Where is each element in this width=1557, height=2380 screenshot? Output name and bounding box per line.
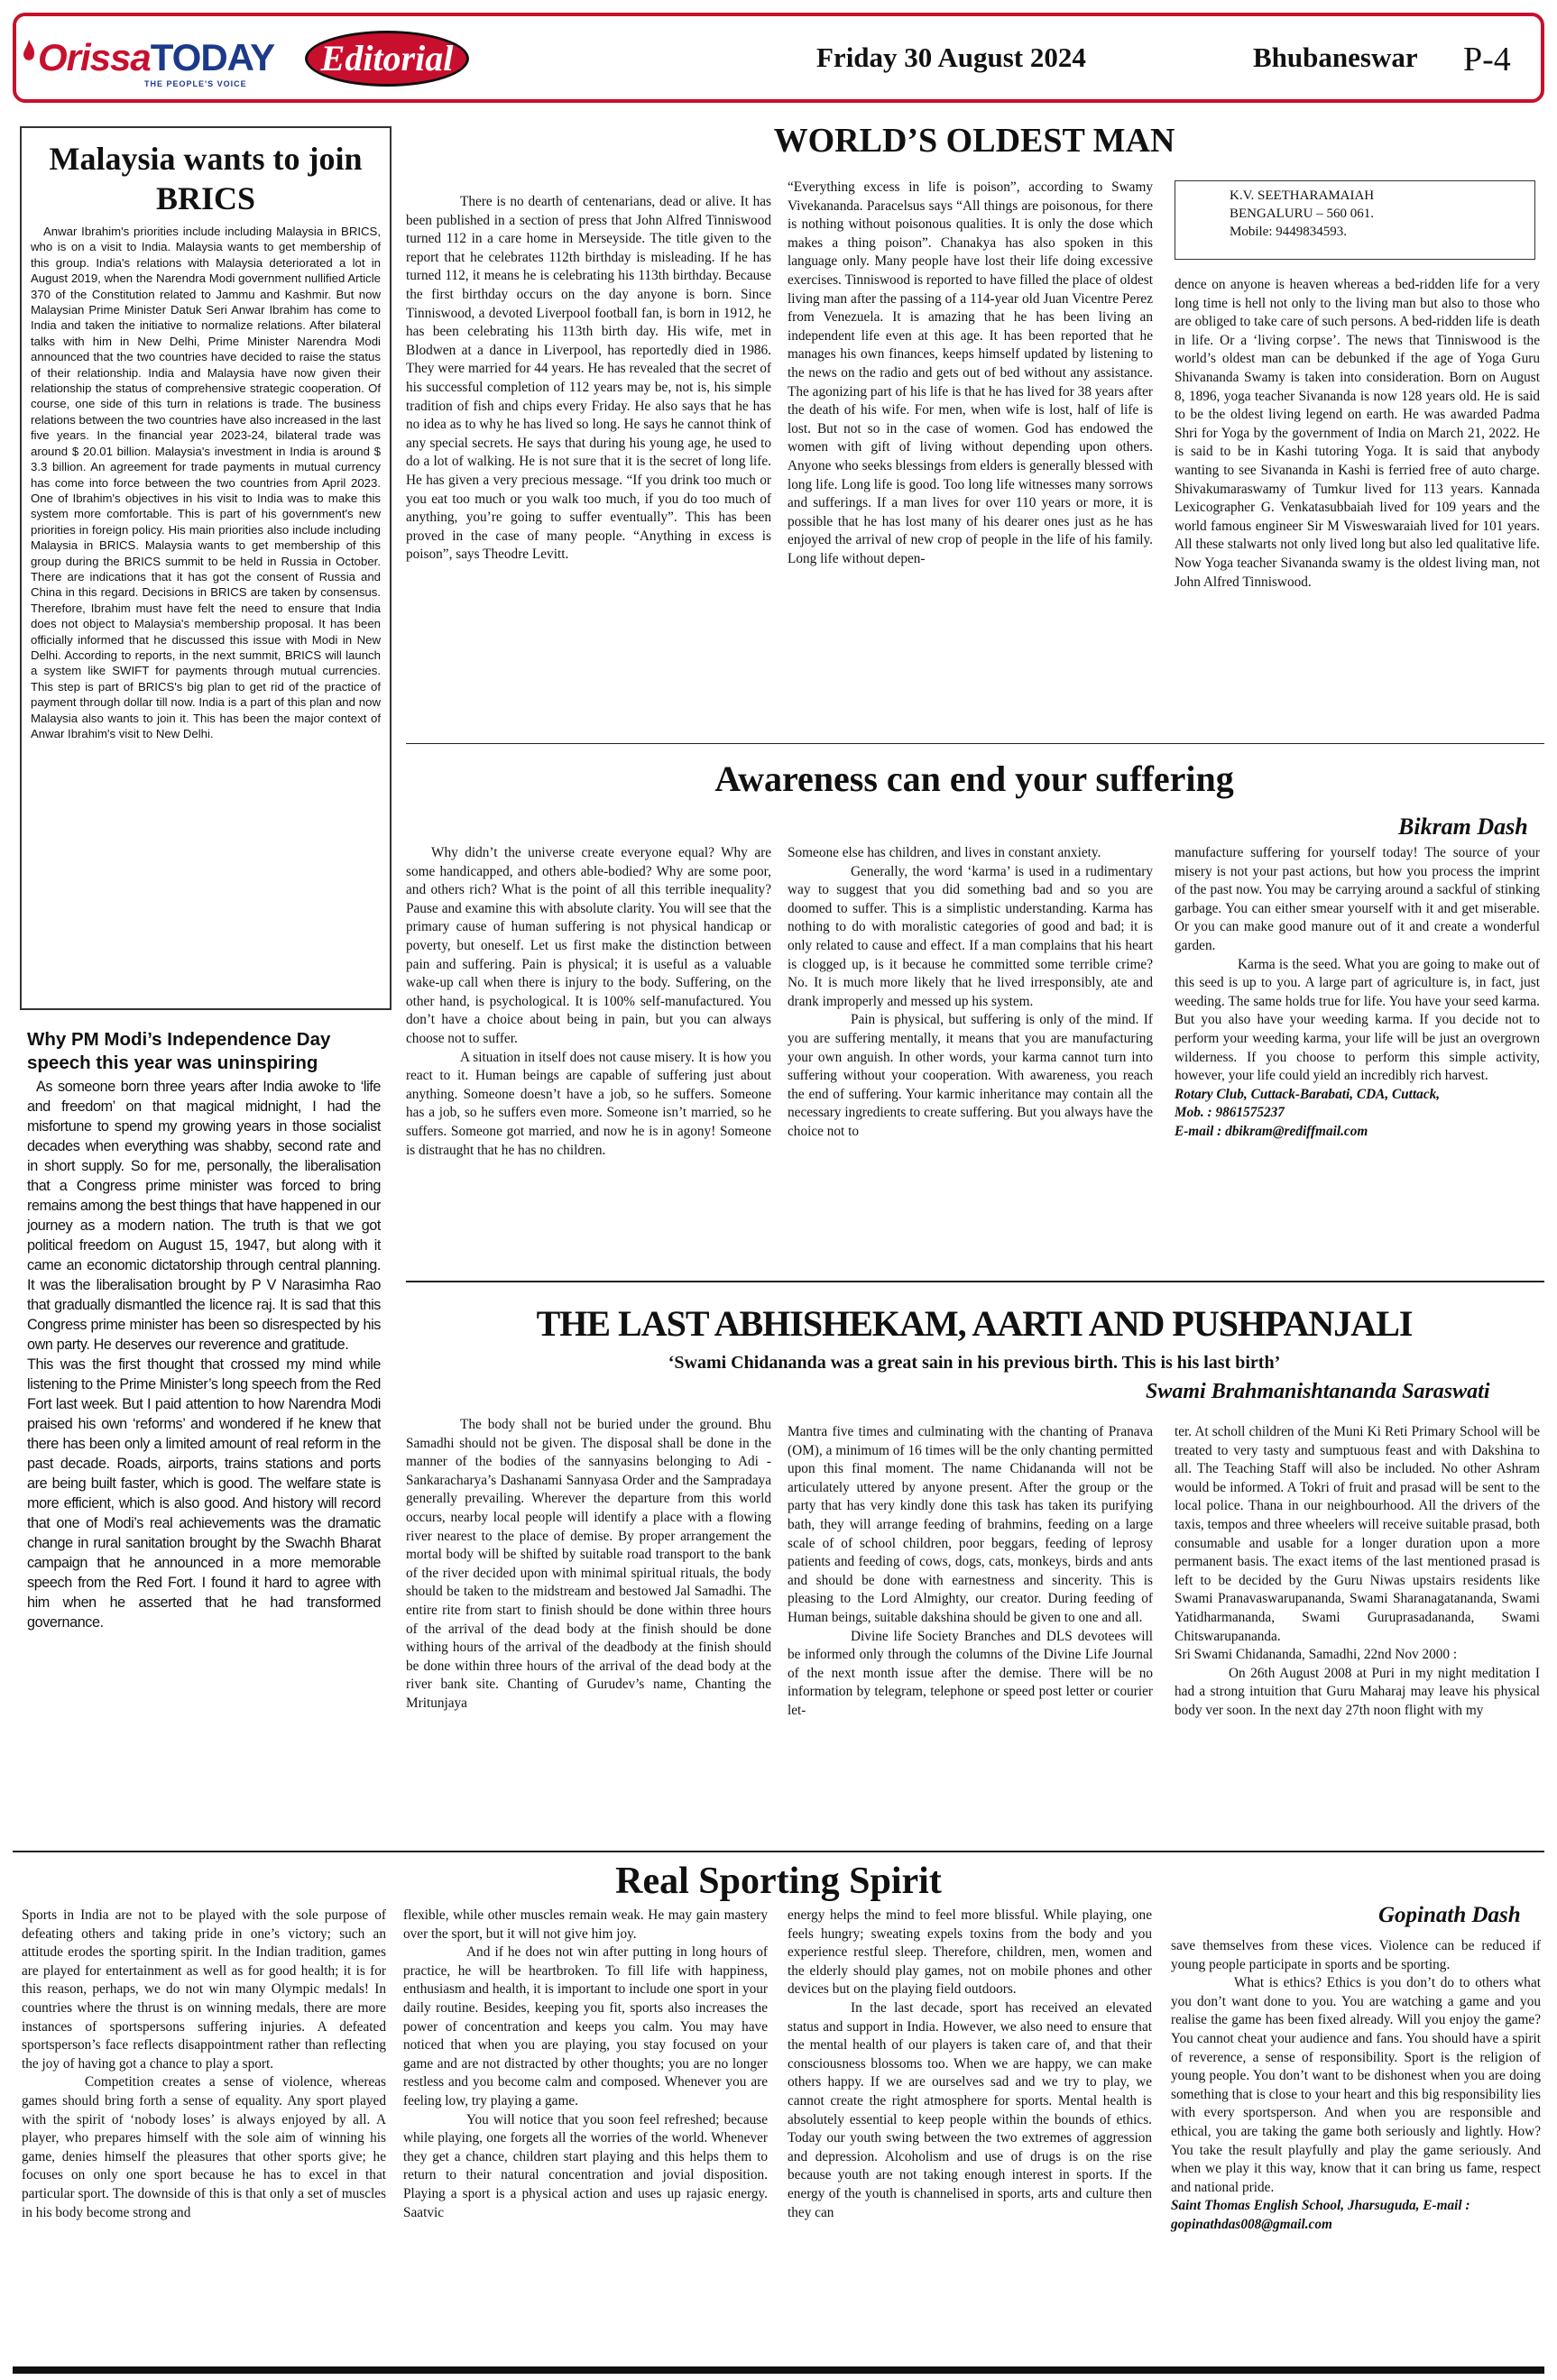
flame-logo-icon — [22, 40, 36, 63]
divider — [13, 1851, 1544, 1852]
awareness-col-1 — [406, 844, 771, 1160]
modi-title-line2: speech this year was uninspiring — [27, 1052, 318, 1073]
sporting-col-1 — [22, 1907, 386, 2222]
awareness-col1-p1: Why didn’t the universe create everyone equal? Why are some handicapped, and others able-bodied? Why are some poor, and others rich? What is the point of all this terrible inequality? Pause and examine this with absolute clarity. You will see that the primary cause of human suffering is not physical handicap or poverty, but oneself. Let us first make the distinction between pain and suffering. Pain is physical; it is useful as a valuable wake-up call when there is injury to the body. Suffering, on the other hand, is psychological. It is 100% self-manufactured. You don’t have a choice about being in pain, but you can always choose not to suffer. — [406, 845, 771, 1046]
divider — [406, 1281, 1544, 1282]
sporting-sig-2: gopinathdas008@gmail.com — [1171, 2216, 1332, 2232]
abhishekam-col-2 — [788, 1423, 1153, 1721]
abhishekam-col-1: The body shall not be buried under the ground. Bhu Samadhi should not be given. The disposal shall be done in the manner of the bodies of the sannyasins belonging to Adi - Sankaracharya’s Dashanami Sannyasa Order and the Sampradaya generally prevailing. Wherever the departure from this world occurs, nearby local people will identify a place with a flowing river nearest to the place of demise. By proper arrangement the mortal body will be shifted by suitable road transport to the bank of the river decided upon with minimal spiritual rituals, the body should be taken to the midstream and bestowed Jal Samadhi. The entire rite from start to finish should be done within three hours of the arrival of the dead body at the finish should be done withing hours of the arrival of the deadbody at the finish should be done within three hours of the arrival of the dead body at the river bank site. Chanting of Gurudev’s name, Chanting the Mritunjaya — [406, 1417, 771, 1711]
sporting-col4-p1: save themselves from these vices. Violence can be reduced if young people participate in sports and be sporting. — [1171, 1938, 1541, 1972]
malaysia-title-line2: BRICS — [155, 180, 256, 216]
abhishekam-title: THE LAST ABHISHEKAM, AARTI AND PUSHPANJALI — [536, 1303, 1413, 1344]
oldest-author-city: BENGALURU – 560 061. — [1230, 207, 1374, 221]
awareness-byline: Bikram Dash — [1398, 813, 1528, 840]
abhishekam-col3-p2: Sri Swami Chidananda, Samadhi, 22nd Nov 2000 : — [1175, 1647, 1458, 1663]
modi-article — [27, 1028, 381, 1632]
sporting-col2-p3: You will notice that you soon feel refreshed; because while playing, one forgets all the worries of the world. Whenever they get a chance, children start playing and this helps them to return to their natural concentration and jovial disposition. Playing a sport is a physical action and uses up rajasic energy. Saatvic — [403, 2111, 768, 2220]
awareness-col-3 — [1175, 844, 1540, 1142]
sporting-col2-p1: flexible, while other muscles remain weak. He may gain mastery over the sport, but it will not give him joy. — [403, 1907, 768, 1942]
issue-city: Bhubaneswar — [1253, 41, 1418, 73]
sporting-title: Real Sporting Spirit — [615, 1861, 942, 1902]
divider — [406, 743, 1544, 744]
sporting-col3-p2: In the last decade, sport has received an elevated status and support in India. However, we also need to ensure that the mental health of our players is taken care of, and that their consciousness blossoms too. When we are happy, we can make others happy. If we are ourselves sad and we try to play, we cannot create the right atmosphere for sports. Mental health is absolutely essential to keep people within the bounds of ethics. Today our youth swing between the two extremes of aggression and depression. Alcoholism and use of drugs is on the rise because youth are not taking enough interest in sports. If the energy of the youth is channelised in sports, arts and culture then they can — [788, 1999, 1152, 2220]
logo — [38, 36, 274, 79]
awareness-col2-p3: Pain is physical, but suffering is only of the mind. If you are suffering mentally, it means that you are manufacturing your own anguish. In other words, your karma cannot turn into suffering without your cooperation. With awareness, you reach the end of suffering. Your karmic inheritance may contain all the necessary ingredients to create suffering. But you always have the choice not to — [788, 1012, 1153, 1139]
oldest-col-2: “Everything excess in life is poison”, according to Swamy Vivekananda. Paracelsus says “All things are poisonous, for there is nothing without poisonous qualities. It is only the dose which makes a thing poison”. Chanakya has also spoken in this language only. Many people have lost their life doing excessive exercises. Tinniswood is reported to have filled the place of oldest living man after the passing of a 114-year old Juan Vicentre Perez from Venezuela. It is amazing that he has been living an independent life even at this age. It has been reported that he manages his own finances, keeps himself updated by listening to the news on the radio and gets out of bed without any assistance. The agonizing part of his life is that he has lived for 38 years after the death of his wife. For men, when wife is lost, half of life is lost. But not so in the case of women. God has endowed the women with gift of living without depending upon others. Anyone who seeks blessings from elders is generally blessed with long life. Long life is good. Too long life witnesses many sorrows and sufferings. If a man lives for over 110 years or more, it is possible that he has lost many of his dearer ones just as he has enjoyed the arrival of new crop of people in the life of his family. Long life without depen- — [788, 179, 1153, 566]
sporting-col1-p2: Competition creates a sense of violence, whereas games should bring forth a sense of equality. Any sport played with the spirit of ‘nobody loses’ is always enjoyed by all. A player, who prepares himself with the sole aim of winning his game, denies himself the pleasures that other sports give; he focuses on only one sport because he has to excel in that particular sport. The downside of this is that only a set of muscles in his body become strong and — [22, 2074, 386, 2220]
issue-date: Friday 30 August 2024 — [816, 41, 1086, 73]
logo-orissa: Orissa — [38, 36, 151, 78]
awareness-title: Awareness can end your suffering — [714, 758, 1234, 799]
oldest-col-3: dence on anyone is heaven whereas a bed-ridden life for a very long time is hell not only to the living man but also to those who are obliged to take care of such persons. A bed-ridden life is death in life. Or a ‘living corpse’. The news that Tinniswood is the world’s oldest man can be debunked if the age of Yoga Guru Shivananda Swamy is taken into consideration. Born on August 8, 1896, yoga teacher Sivananda is now 128 years old. He is said to be the oldest living legend on earth. He was awarded Padma Shri for Yoga by the government of India on March 21, 2022. He is said to be in Kashi tutoring Yoga. It is said that anybody wanting to see Sivananda in Kashi is ferried free of auto charge. Shivakumaraswamy of Tumkur lived for 113 years. Kannada Lexicographer G. Venkatasubbaiah lived for 109 years and the world famous engineer Sir M Visweswaraiah lived for 101 years. All these stalwarts not only lived long but also led qualitative life. Now Yoga teacher Sivananda swamy is the oldest living man, not John Alfred Tinniswood. — [1175, 277, 1540, 590]
awareness-col2-p1: Someone else has children, and lives in constant anxiety. — [788, 845, 1101, 860]
logo-tagline: THE PEOPLE'S VOICE — [144, 79, 247, 88]
malaysia-title-line1: Malaysia wants to join — [49, 141, 363, 177]
abhishekam-col3-p1: ter. At scholl children of the Muni Ki Reti Primary School will be treated to very tasty and sumptuous feast and with Dakshina to all. The Teaching Staff will also be included. No other Ashram would be informed. A Tokri of fruit and prasad will be sent to the local police. Thana in our neighbourhood. All the drivers of the taxis, tempos and three wheelers will receive suitable prasad, both consumable and usable for a longer duration upon a more permanent basis. The exact items of the last mentioned prasad is left to be decided by the Guru Niwas upstairs residents like Swami Pranavaswarupananda, Swami Sharanagatananda, Swami Yatidharmananda, Swami Guruprasadananda, Swami Chitswarupananda. — [1175, 1424, 1540, 1644]
bottom-bar — [13, 2366, 1544, 2374]
sporting-col-4 — [1171, 1937, 1541, 2235]
sporting-col1-p1: Sports in India are not to be played with the sole purpose of defeating others and taking pride in one’s victory; such an attitude erodes the sporting spirit. In the Indian tradition, games are played for entertainment as well as for good health; it is for this reason, perhaps, we do not win many Olympic medals! In countries where the thrust is on winning medals, there are more instances of sportspersons suffering injuries. A defeated sportsperson’s face reflects disappointment rather than reflecting the joy of having got a chance to play a sport. — [22, 1907, 386, 2072]
sporting-sig-1: Saint Thomas English School, Jharsuguda, E-mail : — [1171, 2198, 1470, 2214]
oldest-author-box — [1175, 180, 1535, 260]
sporting-col-3 — [788, 1907, 1152, 2222]
sporting-col2-p2: And if he does not win after putting in long hours of practice, he will be heartbroken. To fill life with happiness, enthusiasm and health, it is important to include one sport in your daily routine. Besides, keeping you fit, sports also increases the power of concentration and keeps you calm. You may have noticed that when you are playing, you stay focused on your game and are not distracted by other thoughts; you are no longer restless and you become calm and composed. Whenever you are feeling low, try playing a game. — [403, 1944, 768, 2109]
sporting-col-2 — [403, 1907, 768, 2222]
page-number: P-4 — [1463, 41, 1511, 78]
awareness-col1-p2: A situation in itself does not cause misery. It is how you react to it. Human beings are capable of suffering just about anything. Someone doesn’t have a job, so he suffers. Someone has a job, so he suffers even more. Someone isn’t married, so he suffers. Someone got married, and now he is in agony! Someone is distraught that he has no children. — [406, 1049, 771, 1158]
awareness-sig-2: Mob. : 9861575237 — [1175, 1105, 1285, 1121]
abhishekam-col-3 — [1175, 1423, 1540, 1721]
awareness-col-2 — [788, 844, 1153, 1142]
awareness-sig-1: Rotary Club, Cuttack-Barabati, CDA, Cuttack, — [1175, 1086, 1441, 1102]
sporting-col3-p1: energy helps the mind to feel more blissful. While playing, one feels hungry; sweating expels toxins from the body and you experience restful sleep. Therefore, children, men, women and the elderly should play games, not on mobile phones and other devices but on the playing field outdoors. — [788, 1907, 1152, 1998]
abhishekam-col2-p1: Mantra five times and culminating with the chanting of Pranava (OM), a minimum of 16 times will be the only chanting permitted upon this final moment. The name Chidananda will not be articulately uttered by anyone present. After the group or the party that has very kindly done this task has taken its purifying bath, they will arrange feeding of brahmins, feeding on a large scale of of school children, poor beggars, feeding of leprosy patients and feeding of cows, dogs, cats, monkeys, birds and ants and should be done with earnestness and sincerity. This is pleasing to the Lord Almighty, our creator. During feeding of Human beings, suitable dakshina should be given to one and all. — [788, 1424, 1153, 1625]
abhishekam-col2-p2: Divine life Society Branches and DLS devotees will be informed only through the columns of the Divine Life Journal of the next month issue after the demise. There will be no information by telegram, telephone or speed post letter or courier let- — [788, 1628, 1153, 1718]
oldest-title: WORLD’S OLDEST MAN — [773, 122, 1175, 160]
oldest-author-mobile: Mobile: 9449834593. — [1230, 225, 1347, 239]
logo-today: TODAY — [150, 36, 275, 78]
awareness-sig-3: E-mail : dbikram@rediffmail.com — [1175, 1123, 1368, 1139]
awareness-col2-p2: Generally, the word ‘karma’ is used in a rudimentary way to suggest that you did something bad and so you are doomed to suffer. This is a simplistic understanding. Karma has nothing to do with moralistic categories of good and bad; it is only related to cause and effect. If a man complains that his heart is clogged up, is it because he committed some terrible crime? No. It is much more likely that he lived irresponsibly, ate and drank improperly and messed up his system. — [788, 863, 1153, 1009]
modi-title-line1: Why PM Modi’s Independence Day — [27, 1029, 331, 1050]
modi-para-2: This was the first thought that crossed my mind while listening to the Prime Minister’s long speech from the Red Fort last week. But I paid attention to how Narendra Modi praised his own ‘reforms’ and wondered if he knew that there has been only a limited amount of real reform in the past decade. Roads, airports, trains stations and ports are being built faster, which is good. The welfare state is more efficient, which is also good. And history will record that one of Modi’s real achievements was the dramatic change in rural sanitation brought by the Swachh Bharat campaign that he announced in a more memorable speech from the Red Fort. I found it hard to agree with him when he asserted that he had transformed governance. — [27, 1356, 381, 1631]
malaysia-body: Anwar Ibrahim's priorities include including Malaysia in BRICS, who is on a visit to India. Malaysia wants to get membership of this group. India's relations with Malaysia deteriorated a lot in August 2019, when the Narendra Modi government nullified Article 370 of the Constitution related to Jammu and Kashmir. But now Malaysian Prime Minister Datuk Seri Anwar Ibrahim has come to India and taken the initiative to normalize relations. After bilateral talks with him in New Delhi, Prime Minister Narendra Modi announced that the two countries have decided to raise the status of their relationship. India and Malaysia have now given their relationship the status of comprehensive strategic cooperation. Of course, one side of this turn in relations is trade. The business relations between the two countries have also increased in the last five years. In the financial year 2023-24, bilateral trade was around $ 20.01 billion. Malaysia's investment in India is around $ 3.3 billion. An agreement for trade payments in mutual currency has come into force between the two countries from April 2023. One of Ibrahim's objectives in his visit to India was to make this system more comfortable. This is part of his government's new priorities in foreign policy. His main priorities also include including Malaysia in BRICS. Malaysia wants to get membership of this group during the BRICS summit to be held in Russia in October. There are indications that it has got the consent of Russia and China in this regard. Decisions in BRICS are taken by consensus. Therefore, Ibrahim must have felt the need to ensure that India does not object to Malaysia's membership proposal. It has been officially informed that he discussed this issue with Modi in New Delhi. According to reports, in the next summit, BRICS will launch a system like SWIFT for payments through mutual currencies. This step is part of BRICS's big plan to get rid of the practice of payment through dollar till now. India is a part of this plan and now Malaysia also wants to join it. This has been the major context of Anwar Ibrahim's visit to New Delhi. — [31, 225, 381, 740]
modi-para-1: As someone born three years after India awoke to ‘life and freedom’ on that magical midnight, I had the misfortune to spend my growing years in those socialist decades when everything was shabby, second rate and in short supply. So for me, personally, the liberalisation that a Congress prime minister was forced to bring remains among the best things that have happened in our journey as a modern nation. The truth is that we got political freedom on August 15, 1947, but along with it came an economic dictatorship through central planning. It was the liberalisation brought by P V Narasimha Rao that gradually dismantled the licence raj. It is sad that this Congress prime minister has been so disrespected by his own party. He deserves our reverence and gratitude. — [27, 1079, 381, 1353]
abhishekam-byline: Swami Brahmanishtananda Saraswati — [1146, 1380, 1490, 1403]
malaysia-article — [20, 126, 392, 1010]
abhishekam-subtitle: ‘Swami Chidananda was a great sain in his previous birth. This is his last birth’ — [668, 1353, 1281, 1373]
abhishekam-col3-p3: On 26th August 2008 at Puri in my night meditation I had a strong intuition that Guru Maharaj may leave his physical body ver soon. In the next day 27th noon flight with my — [1175, 1665, 1540, 1718]
awareness-col3-p1: manufacture suffering for yourself today! The source of your misery is not your past actions, but how you process the imprint of the past now. You may be carrying around a sackful of stinking garbage. You can either smear yourself with it and get miserable. Or you can make good manure out of it and create a wonderful garden. — [1175, 845, 1540, 953]
oldest-author-name: K.V. SEETHARAMAIAH — [1230, 188, 1375, 203]
awareness-col3-p2: Karma is the seed. What you are going to make out of this seed is up to you. A large part of agriculture is, in fact, just weeding. The same holds true for life. You have your seed karma. But you also have your weeding karma. If you decide not to perform your weeding karma, your life will be just an overgrown wilderness. If you choose to perform this simple activity, however, your life could yield an incredibly rich harvest. — [1175, 956, 1540, 1084]
sporting-byline: Gopinath Dash — [1378, 1903, 1521, 1927]
section-badge: Editorial — [305, 31, 469, 87]
oldest-col-1: There is no dearth of centenarians, dead or alive. It has been published in a section of press that John Alfred Tinniswood turned 112 in a care home in Merseyside. The title given to the report that he celebrates 112th birthday is misleading. If he has turned 112, it means he is celebrating his 113th birthday. Because the first birthday occurs on the day anyone is born. Since Tinniswood, a devoted Liverpool football fan, is born in 1912, he has been celebrating his 113th birth day. His wife, met in Blodwen at a dance in Liverpool, has reportedly died in 1986. They were married for 44 years. He has revealed that the secret of his successful completion of 112 years may be, not is, his simple tradition of fish and chips every Friday. He also says that he has no idea as to why he has lived so long. He says he cannot think of any special secrets. He says that during his young age, he used to do a lot of walking. He is not sure that it is the secret of long life. He has given a very precious message. “If you drink too much or you eat too much or you walk too much, if you do too much of anything, you’re going to suffer eventually”. This has been proved in the case of many people. “Anything in excess is poison”, says Theodre Levitt. — [406, 194, 771, 563]
sporting-col4-p2: What is ethics? Ethics is you don’t do to others what you don’t want done to you. You are watching a game and you realise the game has been fixed already. Will you enjoy the game? You cannot cheat your audience and fans. You should have a spirit of reverence, a sense of responsibility. Sport is the religion of young people. You don’t want to be dishonest when you are doing something that is close to your heart and this big responsibility lies with every sportsperson. And when you are responsible and ethical, you are taking the game both seriously and lightly. How? You take the result playfully and play the game seriously. And when we play it this way, know that it can bring us fame, respect and national pride. — [1171, 1975, 1541, 2195]
